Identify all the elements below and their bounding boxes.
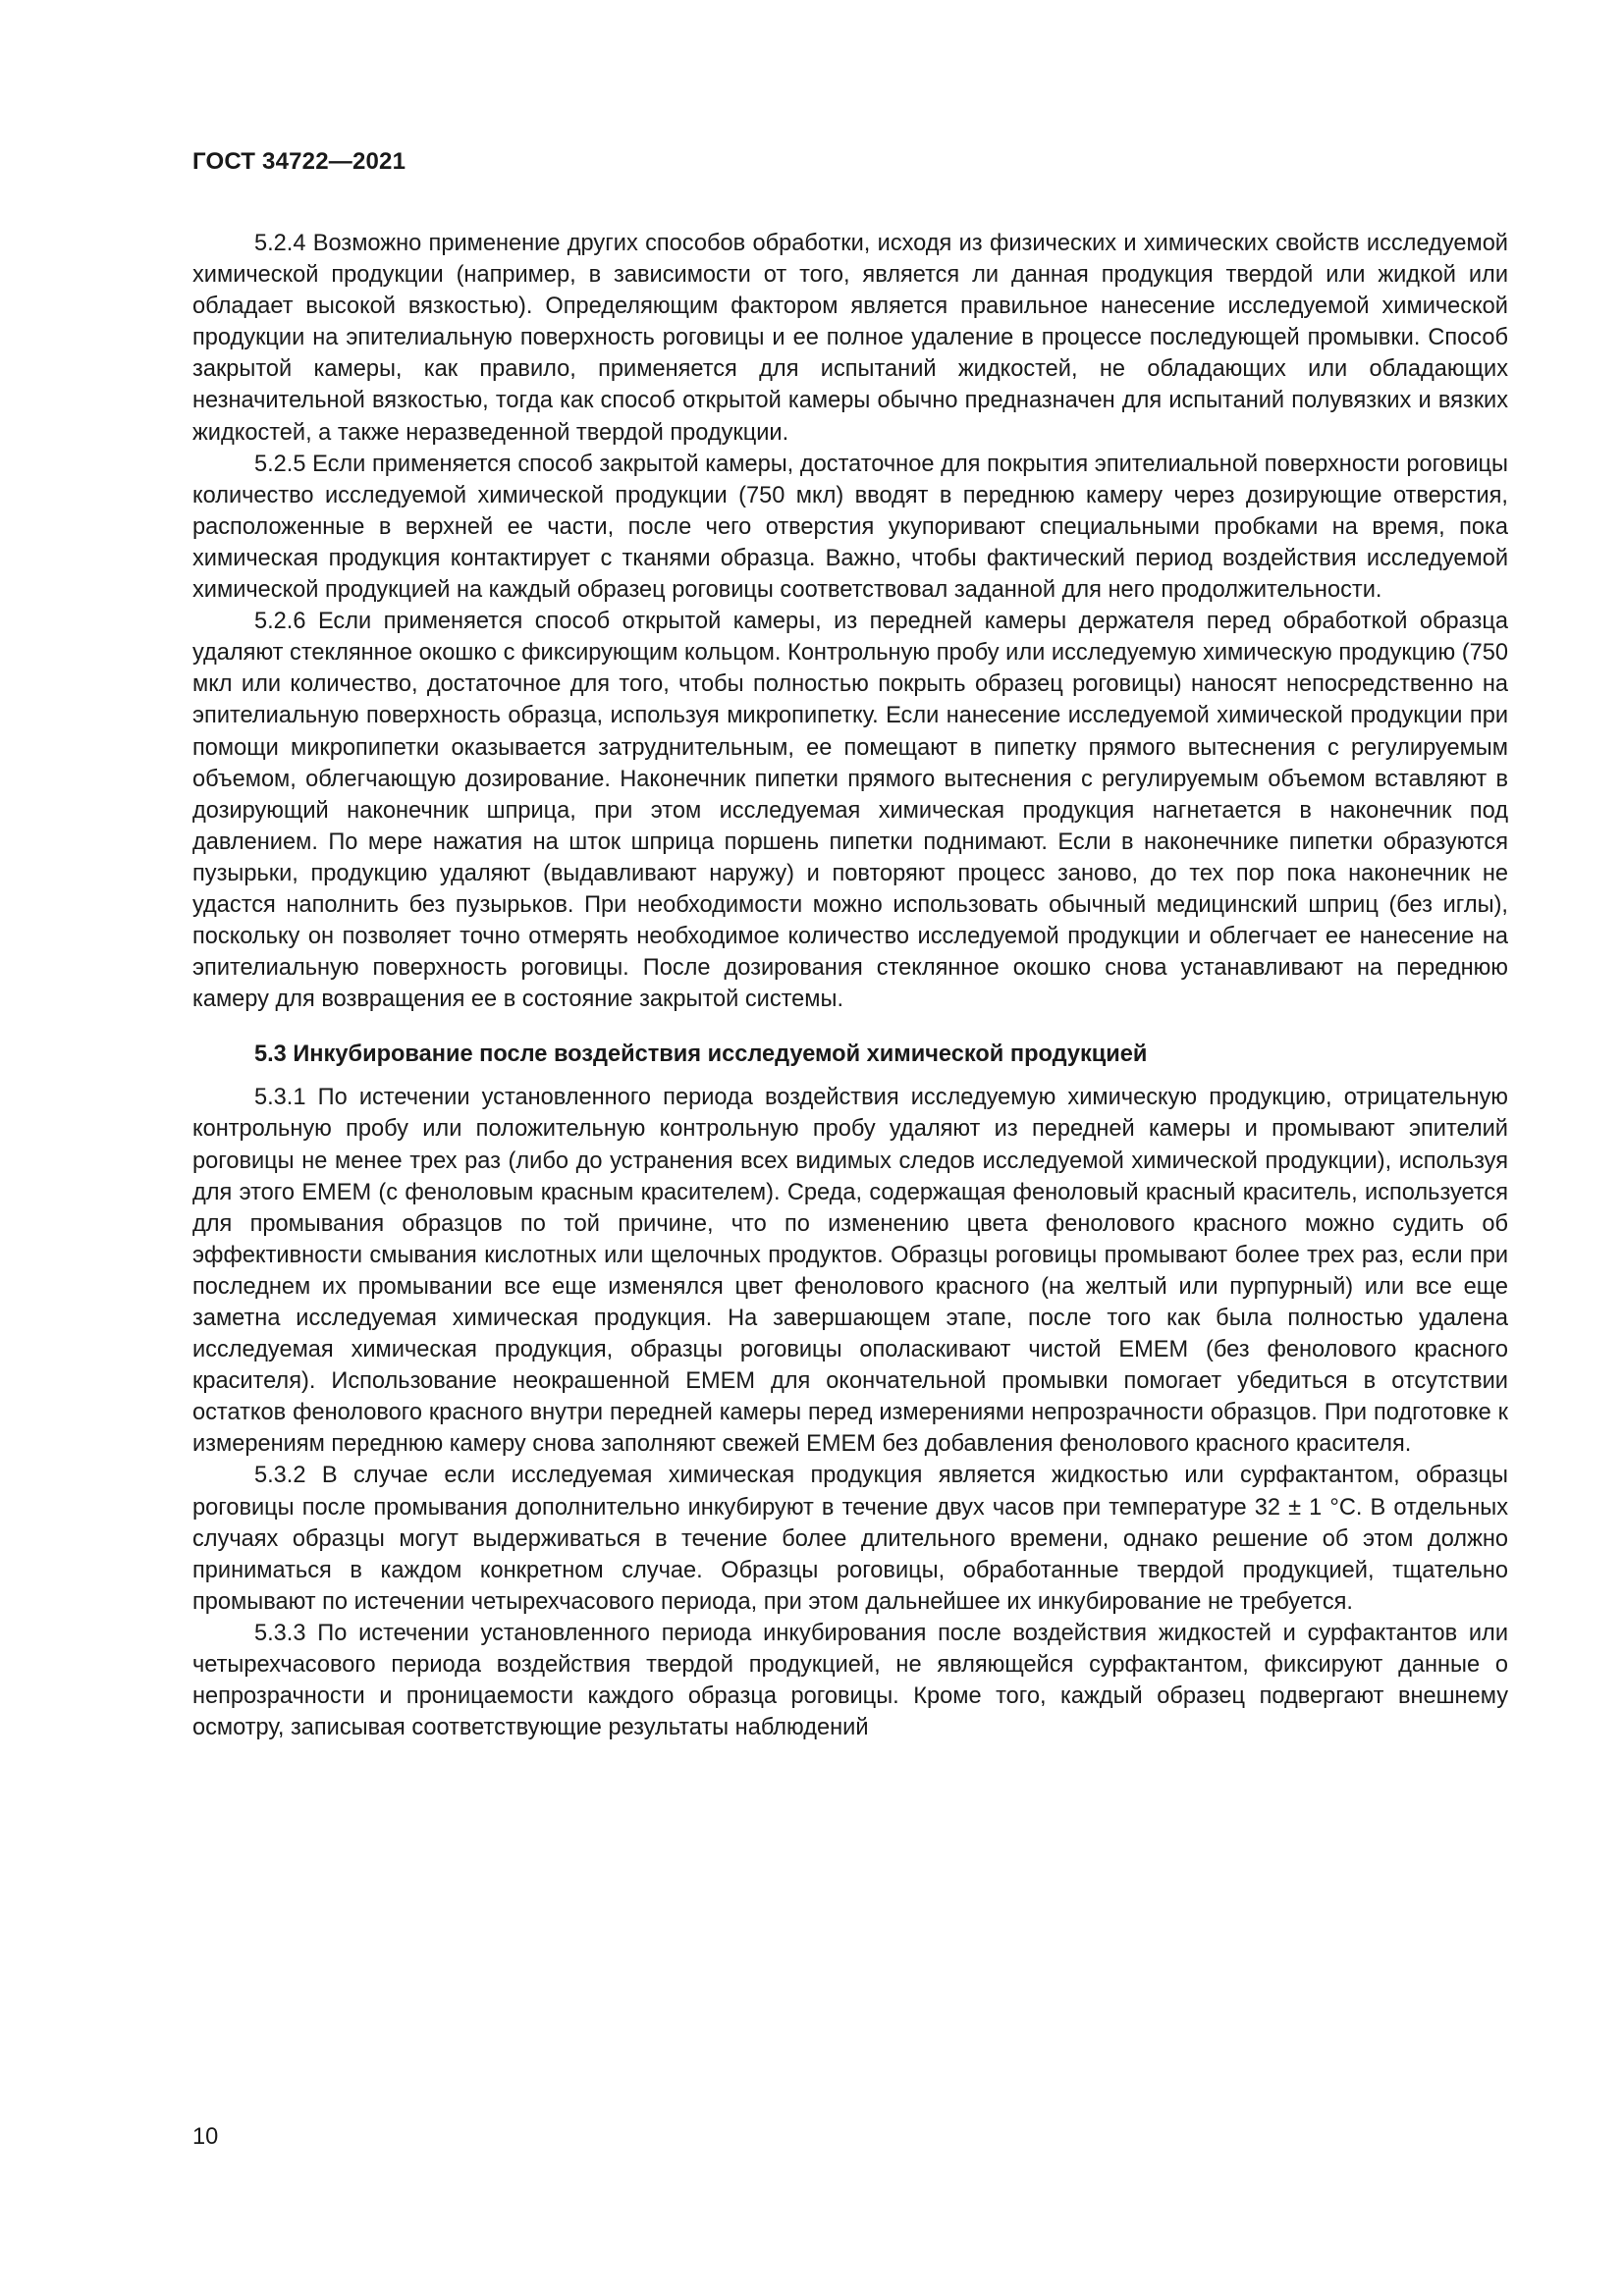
paragraph-5-3-3: 5.3.3 По истечении установленного периода инкубирования после воздействия жидкостей и сурфактантов или четырехчасового периода воздействия твердой продукцией, не являющейся сурфактантом, фиксируют данные о непрозрачности и проницаемости каждого образца роговицы. Кроме того, каждый образец подвергают внешнему осмотру, записывая соответствующие результаты наблюдений: [192, 1620, 1508, 1741]
document-page: [192, 147, 1508, 1743]
paragraph-5-2-6: 5.2.6 Если применяется способ открытой камеры, из передней камеры держателя перед обработкой образца удаляют стеклянное окошко с фиксирующим кольцом. Контрольную пробу или исследуемую химическую продукцию (750 мкл или количество, достаточное для того, чтобы полностью покрыть образец роговицы) наносят непосредственно на эпителиальную поверхность образца, используя микропипетку. Если нанесение исследуемой химической продукции при помощи микропипетки оказывается затруднительным, ее помещают в пипетку прямого вытеснения с регулируемым объемом, облегчающую дозирование. Наконечник пипетки прямого вытеснения с регулируемым объемом вставляют в дозирующий наконечник шприца, при этом исследуемая химическая продукция нагнетается в наконечник под давлением. По мере нажатия на шток шприца поршень пипетки поднимают. Если в наконечнике пипетки образуются пузырьки, продукцию удаляют (выдавливают наружу) и повторяют процесс заново, до тех пор пока наконечник не удастся наполнить без пузырьков. При необходимости можно использовать обычный медицинский шприц (без иглы), поскольку он позволяет точно отмерять необходимое количество исследуемой продукции и облегчает ее нанесение на эпителиальную поверхность роговицы. После дозирования стеклянное окошко снова устанавливают на переднюю камеру для возвращения ее в состояние закрытой системы.: [192, 609, 1508, 1013]
paragraph-5-2-5: 5.2.5 Если применяется способ закрытой камеры, достаточное для покрытия эпителиальной поверхности роговицы количество исследуемой химической продукции (750 мкл) вводят в переднюю камеру через дозирующие отверстия, расположенные в верхней ее части, после чего отверстия укупоривают специальными пробками на время, пока химическая продукция контактирует с тканями образца. Важно, чтобы фактический период воздействия исследуемой химической продукцией на каждый образец роговицы соответствовал заданной для него продолжительности.: [192, 451, 1508, 604]
section-title-5-3: 5.3 Инкубирование после воздействия исследуемой химической продукцией: [254, 1041, 1148, 1068]
page-number: 10: [192, 2124, 219, 2150]
document-code-header: ГОСТ 34722—2021: [192, 148, 406, 175]
paragraph-5-2-4: 5.2.4 Возможно применение других способов обработки, исходя из физических и химических свойств исследуемой химической продукции (например, в зависимости от того, является ли данная продукция твердой или жидкой или обладает высокой вязкостью). Определяющим фактором является правильное нанесение исследуемой химической продукции на эпителиальную поверхность роговицы и ее полное удаление в процессе последующей промывки. Способ закрытой камеры, как правило, применяется для испытаний жидкостей, не обладающих или обладающих незначительной вязкостью, тогда как способ открытой камеры обычно предназначен для испытаний полувязких и вязких жидкостей, а также неразведенной твердой продукции.: [192, 231, 1508, 446]
paragraph-5-3-1: 5.3.1 По истечении установленного периода воздействия исследуемую химическую продукцию, отрицательную контрольную пробу или положительную контрольную пробу удаляют из передней камеры и промывают эпителий роговицы не менее трех раз (либо до устранения всех видимых следов исследуемой химической продукции), используя для этого ЕМЕМ (с феноловым красным красителем). Среда, содержащая феноловый красный краситель, используется для промывания образцов по той причине, что по изменению цвета фенолового красного можно судить об эффективности смывания кислотных или щелочных продуктов. Образцы роговицы промывают более трех раз, если при последнем их промывании все еще изменялся цвет фенолового красного (на желтый или пурпурный) или все еще заметна исследуемая химическая продукция. На завершающем этапе, после того как была полностью удалена исследуемая химическая продукция, образцы роговицы ополаскивают чистой ЕМЕМ (без фенолового красного красителя). Использование неокрашенной ЕМЕМ для окончательной промывки помогает убедиться в отсутствии остатков фенолового красного внутри передней камеры перед измерениями непрозрачности образцов. При подготовке к измерениям переднюю камеру снова заполняют свежей ЕМЕМ без добавления фенолового красного красителя.: [192, 1085, 1508, 1458]
paragraph-5-3-2: 5.3.2 В случае если исследуемая химическая продукция является жидкостью или сурфактантом, образцы роговицы после промывания дополнительно инкубируют в течение двух часов при температуре 32 ± 1 °С. В отдельных случаях образцы могут выдерживаться в течение более длительного времени, однако решение об этом должно приниматься в каждом конкретном случае. Образцы роговицы, обработанные твердой продукцией, тщательно промывают по истечении четырехчасового периода, при этом дальнейшее их инкубирование не требуется.: [192, 1463, 1508, 1615]
